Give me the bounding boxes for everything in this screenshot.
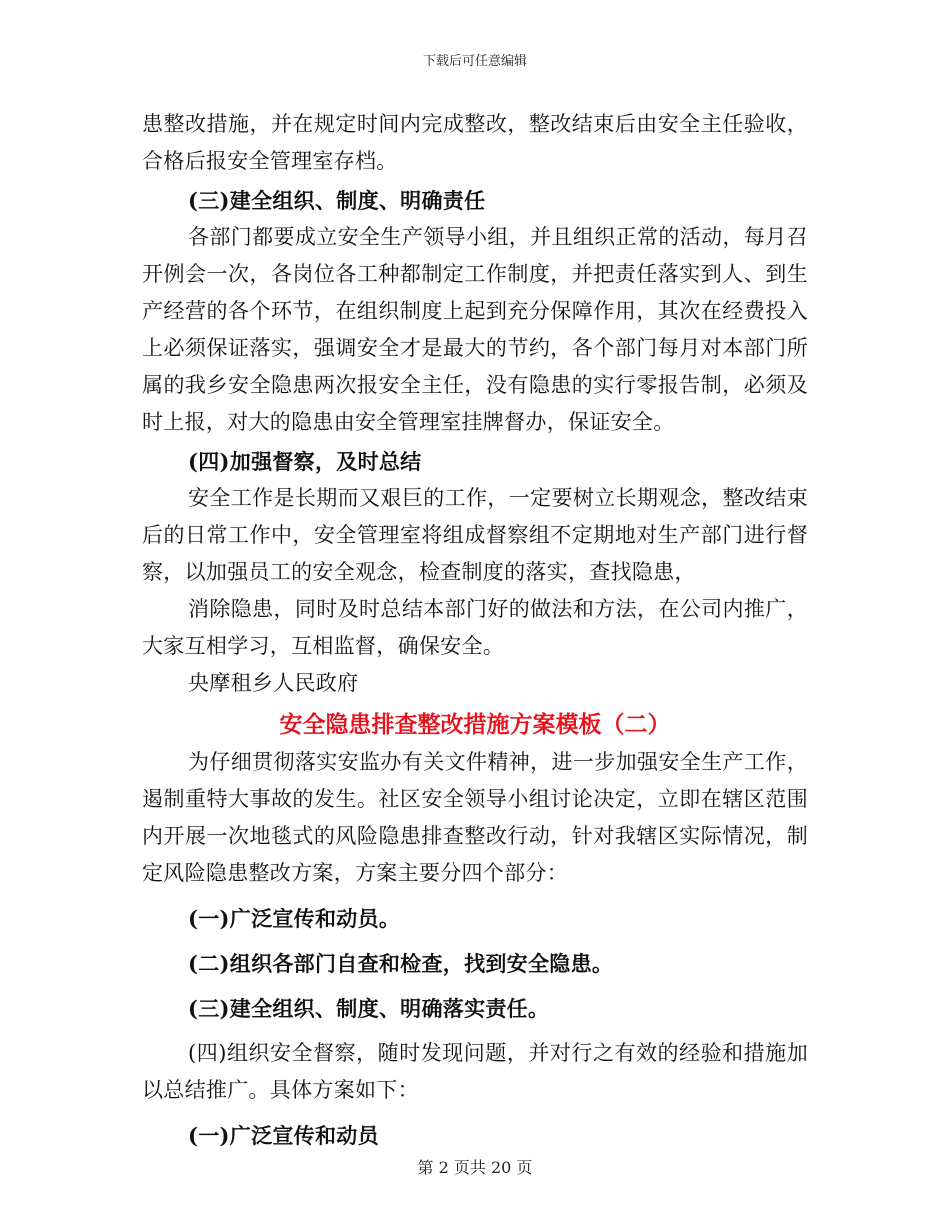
page-footer: 第 2 页共 20 页 — [417, 1158, 533, 1177]
document-title: 安全隐患排查整改措施方案模板（二） — [279, 711, 671, 738]
signature-line: 央摩租乡人民政府 — [188, 671, 359, 695]
paragraph: (四)组织安全督察，随时发现问题，并对行之有效的经验和措施加以总结推广。具体方案如下： — [142, 1041, 808, 1102]
paragraph: 为仔细贯彻落实安监办有关文件精神，进一步加强安全生产工作，遏制重特大事故的发生。社区安全领导小组讨论决定，立即在辖区范围内开展一次地毯式的风险隐患排查整改行动，针对我辖区实际情况，制定风险隐患整改方案，方案主要分四个部分： — [142, 750, 808, 885]
section-heading: (四)加强督察，及时总结 — [188, 449, 422, 474]
paragraph: 安全工作是长期而又艰巨的工作，一定要树立长期观念，整改结束后的日常工作中，安全管理室将组成督察组不定期地对生产部门进行督察，以加强员工的安全观念，检查制度的落实，查找隐患， — [142, 486, 808, 584]
section-heading: (一)广泛宣传和动员。 — [188, 906, 401, 931]
page-header: 下载后可任意编辑 — [422, 54, 527, 69]
paragraph: 消除隐患，同时及时总结本部门好的做法和方法，在公司内推广，大家互相学习，互相监督，确保安全。 — [142, 597, 808, 658]
document-body — [142, 106, 808, 1154]
paragraph: 各部门都要成立安全生产领导小组，并且组织正常的活动，每月召开例会一次，各岗位各工种都制定工作制度，并把责任落实到人、到生产经营的各个环节，在组织制度上起到充分保障作用，其次在经费投入上必须保证落实，强调安全才是最大的节约，各个部门每月对本部门所属的我乡安全隐患两次报安全主任，没有隐患的实行零报告制，必须及时上报，对大的隐患由安全管理室挂牌督办，保证安全。 — [142, 225, 808, 434]
section-heading: (二)组织各部门自查和检查，找到安全隐患。 — [188, 951, 614, 976]
section-heading: (三)建全组织、制度、明确落实责任。 — [188, 996, 550, 1021]
section-heading: (三)建全组织、制度、明确责任 — [188, 188, 486, 213]
paragraph: 患整改措施，并在规定时间内完成整改，整改结束后由安全主任验收，合格后报安全管理室存档。 — [142, 112, 808, 173]
section-heading: (一)广泛宣传和动员 — [188, 1123, 379, 1148]
